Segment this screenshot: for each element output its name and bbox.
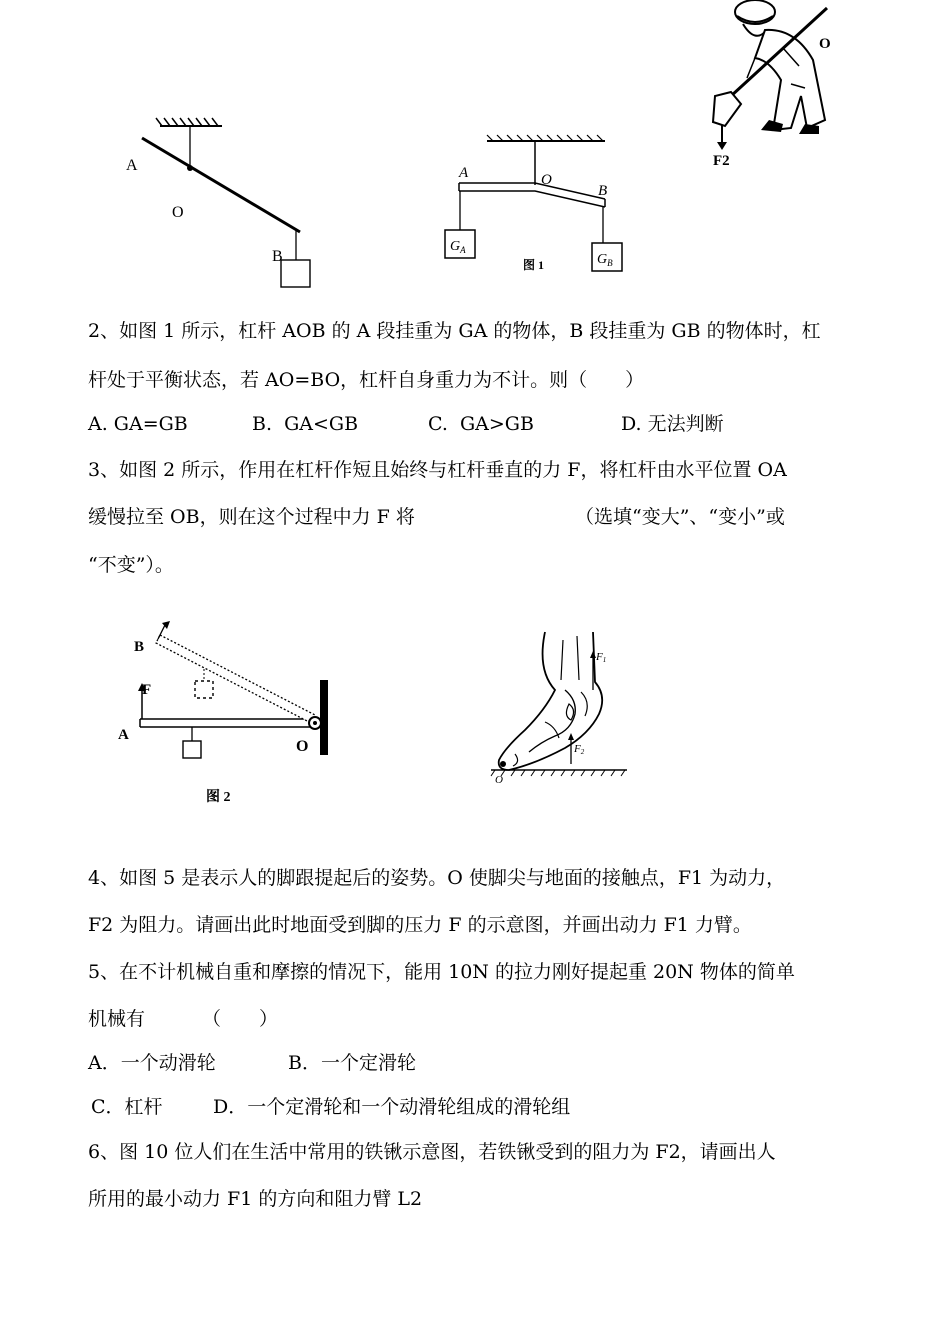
figure-shovel-worker [695,0,855,170]
label-f2: F2 [713,153,730,169]
question-3-line-2-choice: （选填“变大”、“变小”或 [575,506,785,528]
question-5-line-1: 5、在不计机械自重和摩擦的情况下，能用 10N 的拉力刚好提起重 20N 物体的简单 [88,961,795,983]
label-b: B [598,183,608,199]
svg-text:F2 [573,743,585,756]
question-5-blank: （ ） [202,1008,279,1030]
question-4-line-1: 4、如图 5 是表示人的脚跟提起后的姿势。O 使脚尖与地面的接触点，F1 为动力， [88,867,786,889]
label-f2: F [574,743,581,755]
label-o: O [541,172,552,188]
figure-foot-tiptoe [485,630,635,790]
label-f2-sub: 2 [580,748,585,756]
label-f1: F [596,651,603,663]
label-f: F [142,682,152,698]
figure-1-caption: 图 1 [523,258,545,272]
weight-a-label: G [450,239,461,254]
option-a: A. GA=GB [88,413,188,435]
weight-b-label: G [597,252,608,267]
question-3-line-2: 缓慢拉至 OB，则在这个过程中力 F 将 [88,506,415,528]
question-3-line-3: “不变”）。 [88,554,174,576]
label-a: A [118,727,129,743]
figure-lever-aob [120,110,320,295]
svg-text:F1 [595,651,606,664]
label-a: A [459,165,469,181]
option-5b: B．一个定滑轮 [288,1052,416,1074]
question-2-line-1: 2、如图 1 所示，杠杆 AOB 的 A 段挂重为 GA 的物体，B 段挂重为 GB 的物体时，杠 [88,320,821,342]
label-b: B [272,248,283,265]
question-6-line-2: 所用的最小动力 F1 的方向和阻力臂 L2 [88,1188,423,1210]
question-2-line-2: 杆处于平衡状态，若 AO=BO，杠杆自身重力为不计。则（ ） [88,369,645,391]
figure-2-caption: 图 2 [206,790,231,805]
question-3-line-1: 3、如图 2 所示，作用在杠杆作短且始终与杠杆垂直的力 F，将杠杆由水平位置 OA [88,459,787,481]
option-c: C. GA>GB [428,413,534,435]
weight-a-sub: A [460,245,466,255]
figure-2-rotating-lever [110,615,340,815]
label-o: O [495,774,503,786]
question-5-line-2: 机械有 [88,1008,146,1030]
option-5c: C．杠杆 [91,1096,163,1118]
weight-b-sub: B [607,258,613,268]
question-6-line-1: 6、图 10 位人们在生活中常用的铁锹示意图，若铁锹受到的阻力为 F2，请画出人 [88,1141,776,1163]
figure-1-bent-lever [435,135,635,280]
label-a: A [126,157,138,174]
label-f1-sub: 1 [602,656,607,664]
option-5d: D．一个定滑轮和一个动滑轮组成的滑轮组 [213,1096,571,1118]
option-5a: A．一个动滑轮 [88,1052,216,1074]
question-4-line-2: F2 为阻力。请画出此时地面受到脚的压力 F 的示意图，并画出动力 F1 力臂。 [88,914,752,936]
option-b: B. GA<GB [252,413,359,435]
label-o: O [296,738,309,755]
option-d: D. 无法判断 [621,413,724,435]
label-o: O [819,36,831,52]
label-o: O [172,204,184,221]
label-b: B [134,639,145,655]
